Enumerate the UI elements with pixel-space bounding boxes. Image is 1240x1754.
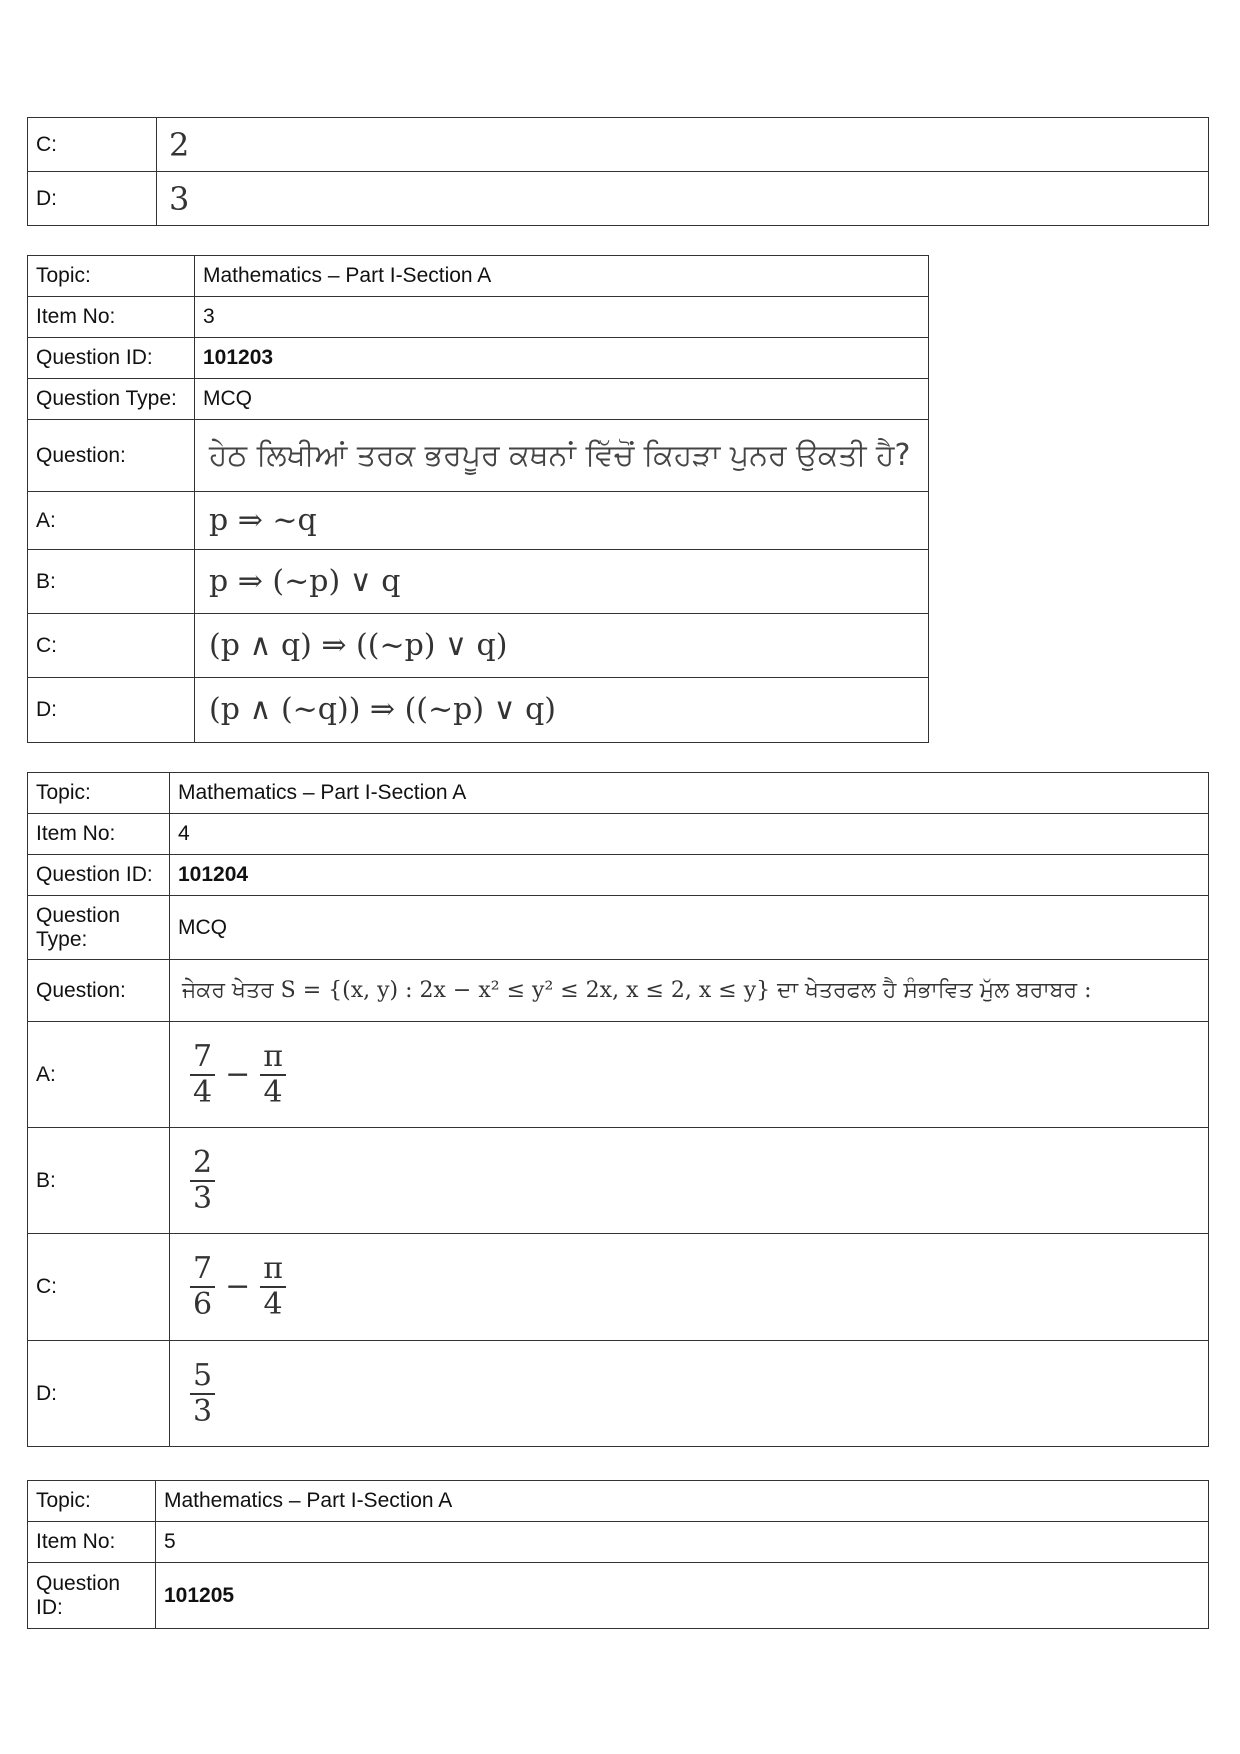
numerator: 5 [190,1359,215,1395]
question-id-label: Question ID: [28,855,170,896]
table-row [28,550,929,614]
question-type-label: Question Type: [28,379,195,420]
fraction [190,1146,215,1216]
question-text: ਹੇਠ ਲਿਖੀਆਂ ਤਰਕ ਭਰਪੂਰ ਕਥਨਾਂ ਵਿੱਚੋਂ ਕਿਹੜਾ ਪੁਨਰ ਉਕਤੀ ਹੈ? [195,420,929,492]
denominator: 4 [263,1074,283,1110]
option-b-label: B: [28,1128,170,1234]
table-row [28,1234,1209,1341]
item-no-value: 5 [156,1522,1209,1563]
numerator: π [260,1252,286,1288]
item-no-value: 4 [170,814,1209,855]
fraction [190,1359,215,1429]
item-no-label: Item No: [28,1522,156,1563]
table-row [28,1341,1209,1447]
question-table-item-4 [27,772,1209,1447]
option-b-value [170,1128,1209,1234]
topic-label: Topic: [28,256,195,297]
table-row [28,896,1209,960]
topic-value: Mathematics – Part I-Section A [156,1481,1209,1522]
numerator: π [260,1040,286,1076]
table-row [28,1128,1209,1234]
option-a-label: A: [28,492,195,550]
question-id-label: Question ID: [28,338,195,379]
question-type-label: Question Type: [28,896,170,960]
table-row [28,1022,1209,1128]
table-row [28,678,929,743]
item-no-value: 3 [195,297,929,338]
question-id-value: 101204 [170,855,1209,896]
topic-value: Mathematics – Part I-Section A [195,256,929,297]
option-c-label: C: [28,118,157,172]
denominator: 4 [193,1074,213,1110]
minus-operator: − [225,1269,251,1304]
question-label: Question: [28,420,195,492]
option-d-value [170,1341,1209,1447]
item-no-label: Item No: [28,297,195,338]
question-id-label: Question ID: [28,1563,156,1629]
option-c-value: 2 [157,118,1209,172]
table-row [28,960,1209,1022]
question-type-value: MCQ [195,379,929,420]
question-id-value: 101205 [156,1563,1209,1629]
option-a-value: p ⇒ ~q [195,492,929,550]
denominator: 4 [263,1287,283,1322]
table-row [28,172,1209,226]
denominator: 3 [193,1393,213,1429]
option-b-label: B: [28,550,195,614]
option-d-value: 3 [157,172,1209,226]
topic-value: Mathematics – Part I-Section A [170,773,1209,814]
table-row [28,379,929,420]
table-row [28,118,1209,172]
table-row [28,297,929,338]
numerator: 7 [190,1040,215,1076]
fraction [260,1040,286,1110]
option-c-value [170,1234,1209,1341]
prev-item-table [27,117,1209,226]
option-d-value: (p ∧ (~q)) ⇒ ((~p) ∨ q) [195,678,929,743]
question-text: ਜੇਕਰ ਖੇਤਰ S = {(x, y) : 2x − x² ≤ y² ≤ 2x, x ≤ 2, x ≤ y} ਦਾ ਖੇਤਰਫਲ ਹੈ ਸੰਭਾਵਿਤ ਮੁੱਲ ਬਰਾਬਰ : [170,960,1209,1022]
minus-operator: − [225,1056,251,1092]
option-c-label: C: [28,614,195,678]
question-label: Question: [28,960,170,1022]
question-table-item-3 [27,255,929,743]
item-no-label: Item No: [28,814,170,855]
table-row [28,1522,1209,1563]
fraction [260,1252,286,1322]
table-row [28,1563,1209,1629]
option-a-label: A: [28,1022,170,1128]
topic-label: Topic: [28,773,170,814]
topic-label: Topic: [28,1481,156,1522]
question-table-item-5 [27,1480,1209,1629]
table-row [28,1481,1209,1522]
numerator: 2 [190,1146,215,1182]
fraction [190,1252,215,1322]
option-b-value: p ⇒ (~p) ∨ q [195,550,929,614]
question-type-value: MCQ [170,896,1209,960]
denominator: 3 [193,1180,213,1216]
table-row [28,773,1209,814]
table-row [28,614,929,678]
option-d-label: D: [28,678,195,743]
denominator: 6 [193,1287,213,1322]
table-row [28,338,929,379]
option-d-label: D: [28,1341,170,1447]
table-row [28,855,1209,896]
numerator: 7 [190,1252,215,1288]
option-c-value: (p ∧ q) ⇒ ((~p) ∨ q) [195,614,929,678]
table-row [28,492,929,550]
table-row [28,814,1209,855]
option-c-label: C: [28,1234,170,1341]
fraction [190,1040,215,1110]
option-d-label: D: [28,172,157,226]
table-row [28,256,929,297]
option-a-value [170,1022,1209,1128]
table-row [28,420,929,492]
question-id-value: 101203 [195,338,929,379]
